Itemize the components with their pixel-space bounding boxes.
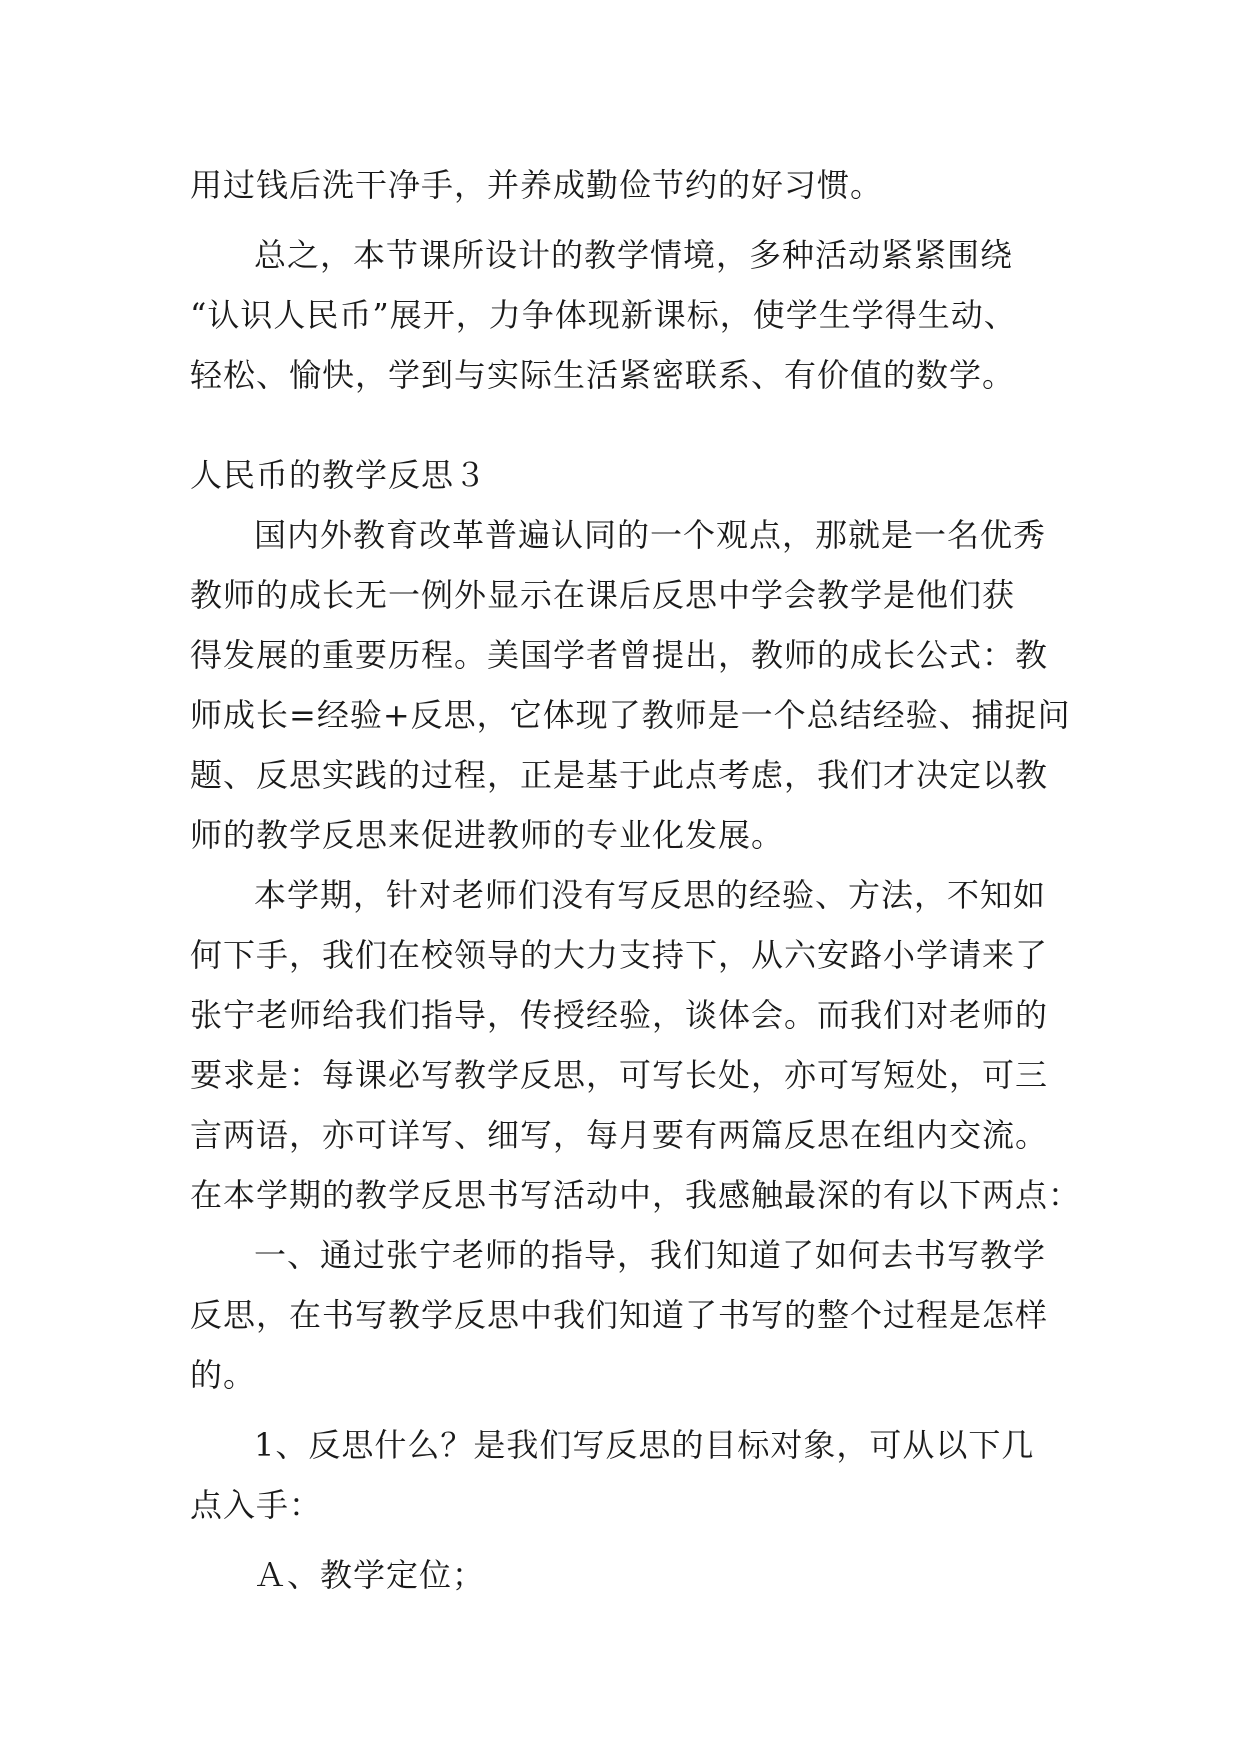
text-line: 教师的成长无一例外显示在课后反思中学会教学是他们获 bbox=[190, 576, 1016, 614]
text-line: “认识人民币”展开，力争体现新课标，使学生学得生动、 bbox=[190, 296, 1017, 334]
text-line: 反思，在书写教学反思中我们知道了书写的整个过程是怎样 bbox=[190, 1296, 1049, 1334]
text-line: 用过钱后洗干净手，并养成勤俭节约的好习惯。 bbox=[190, 166, 884, 204]
text-line: Ａ、教学定位； bbox=[254, 1556, 486, 1594]
summary-paragraph bbox=[190, 225, 1060, 405]
paragraph-1 bbox=[190, 505, 1071, 865]
text-line: 的。 bbox=[190, 1356, 257, 1394]
text-line: 言两语，亦可详写、细写，每月要有两篇反思在组内交流。 bbox=[190, 1116, 1049, 1154]
text-line: 在本学期的教学反思书写活动中，我感触最深的有以下两点： bbox=[190, 1176, 1082, 1214]
text-line: 点入手： bbox=[190, 1486, 323, 1524]
text-line: 国内外教育改革普遍认同的一个观点，那就是一名优秀 bbox=[254, 516, 1047, 554]
paragraph-3 bbox=[190, 1225, 1060, 1405]
text-line: 1、反思什么？是我们写反思的目标对象，可从以下几 bbox=[254, 1426, 1035, 1464]
text-line: 轻松、愉快，学到与实际生活紧密联系、有价值的数学。 bbox=[190, 356, 1016, 394]
text-line: 得发展的重要历程。美国学者曾提出，教师的成长公式：教 bbox=[190, 636, 1049, 674]
text-line: 张宁老师给我们指导，传授经验，谈体会。而我们对老师的 bbox=[190, 996, 1049, 1034]
section-heading: 人民币的教学反思３ bbox=[190, 456, 488, 494]
document-body bbox=[190, 155, 1082, 1605]
paragraph-5 bbox=[190, 1545, 1060, 1605]
text-line: 题、反思实践的过程，正是基于此点考虑，我们才决定以教 bbox=[190, 756, 1049, 794]
text-line: 何下手，我们在校领导的大力支持下，从六安路小学请来了 bbox=[190, 936, 1049, 974]
text-line: 总之，本节课所设计的教学情境，多种活动紧紧围绕 bbox=[254, 236, 1014, 274]
text-line: 本学期，针对老师们没有写反思的经验、方法，不知如 bbox=[254, 876, 1047, 914]
text-line: 要求是：每课必写教学反思，可写长处，亦可写短处，可三 bbox=[190, 1056, 1049, 1094]
paragraph-2 bbox=[190, 865, 1082, 1225]
text-line: 师的教学反思来促进教师的专业化发展。 bbox=[190, 816, 785, 854]
text-line: 一、通过张宁老师的指导，我们知道了如何去书写教学 bbox=[254, 1236, 1047, 1274]
text-line: 师成长=经验+反思，它体现了教师是一个总结经验、捕捉问 bbox=[190, 696, 1071, 734]
paragraph-4 bbox=[190, 1415, 1060, 1535]
